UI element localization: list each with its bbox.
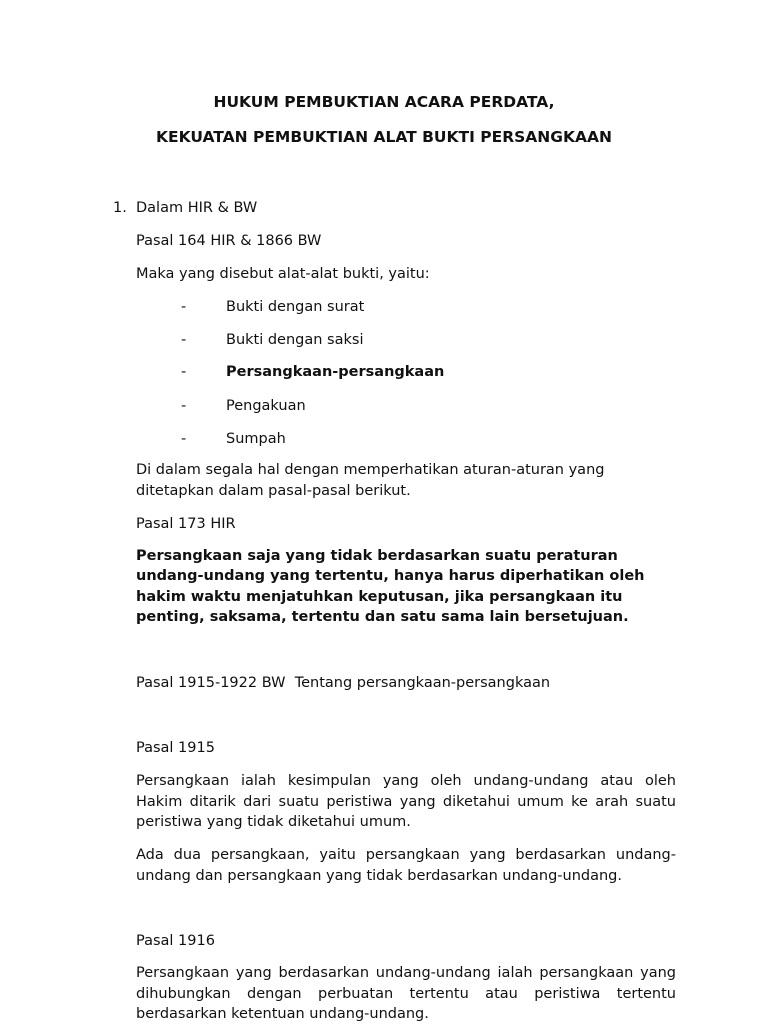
- document-title-line-2: KEKUATAN PEMBUKTIAN ALAT BUKTI PERSANGKAAN: [156, 128, 612, 146]
- pasal-1915-1922-heading: Pasal 1915-1922 BW: [136, 675, 286, 691]
- list-bullet: -: [181, 332, 187, 348]
- section-heading: Dalam HIR & BW: [136, 200, 258, 216]
- list-bullet: -: [181, 431, 187, 447]
- paragraph-line: undang-undang yang tertentu, hanya harus diperhatikan oleh: [136, 568, 645, 585]
- list-item-text: Bukti dengan saksi: [226, 332, 364, 348]
- pasal-1916-paragraph-1: [136, 963, 676, 1025]
- document-title-line-1: HUKUM PEMBUKTIAN ACARA PERDATA,: [213, 93, 555, 111]
- section-number: 1.: [113, 200, 127, 216]
- pasal-1915-heading: Pasal 1915: [136, 740, 215, 756]
- pasal-164-heading: Pasal 164 HIR & 1866 BW: [136, 233, 322, 249]
- paragraph-line: Ada dua persangkaan, yaitu persangkaan yang berdasarkan undang-: [136, 847, 676, 863]
- paragraph-line: Persangkaan ialah kesimpulan yang oleh undang-undang atau oleh: [136, 773, 676, 789]
- paragraph-line: berdasarkan ketentuan undang-undang.: [136, 1006, 429, 1022]
- paragraph-line: Di dalam segala hal dengan memperhatikan aturan-aturan yang: [136, 462, 605, 478]
- paragraph-line: hakim waktu menjatuhkan keputusan, jika persangkaan itu: [136, 588, 623, 605]
- paragraph-line: undang dan persangkaan yang tidak berdasarkan undang-undang.: [136, 867, 622, 884]
- pasal-173-paragraph: [136, 546, 676, 627]
- list-item-text: Persangkaan-persangkaan: [226, 364, 445, 380]
- paragraph-line: ditetapkan dalam pasal-pasal berikut.: [136, 482, 411, 499]
- list-item-text: Sumpah: [226, 431, 286, 447]
- list-item-text: Bukti dengan surat: [226, 299, 365, 315]
- pasal-1915-1922-subtitle: Tentang persangkaan-persangkaan: [294, 675, 551, 691]
- pasal-173-heading: Pasal 173 HIR: [136, 516, 236, 532]
- list-bullet: -: [181, 299, 187, 315]
- list-bullet: -: [181, 398, 187, 414]
- list-item-text: Pengakuan: [226, 398, 306, 414]
- paragraph-line: Hakim ditarik dari suatu peristiwa yang diketahui umum ke arah suatu: [136, 793, 676, 810]
- closing-paragraph: [136, 460, 676, 501]
- paragraph-line: Persangkaan yang berdasarkan undang-undang ialah persangkaan yang: [136, 965, 676, 981]
- paragraph-line: penting, saksama, tertentu dan satu sama lain bersetujuan.: [136, 608, 629, 625]
- list-bullet: -: [181, 364, 187, 380]
- list-intro: Maka yang disebut alat-alat bukti, yaitu:: [136, 266, 430, 282]
- pasal-1916-heading: Pasal 1916: [136, 933, 215, 949]
- paragraph-line: Persangkaan saja yang tidak berdasarkan suatu peraturan: [136, 548, 618, 564]
- pasal-1915-paragraph-2: [136, 845, 676, 886]
- paragraph-line: peristiwa yang tidak diketahui umum.: [136, 814, 411, 830]
- pasal-1915-paragraph-1: [136, 771, 676, 833]
- paragraph-line: dihubungkan dengan perbuatan tertentu atau peristiwa tertentu: [136, 985, 676, 1002]
- pasal-1915-1922-row: [136, 673, 550, 693]
